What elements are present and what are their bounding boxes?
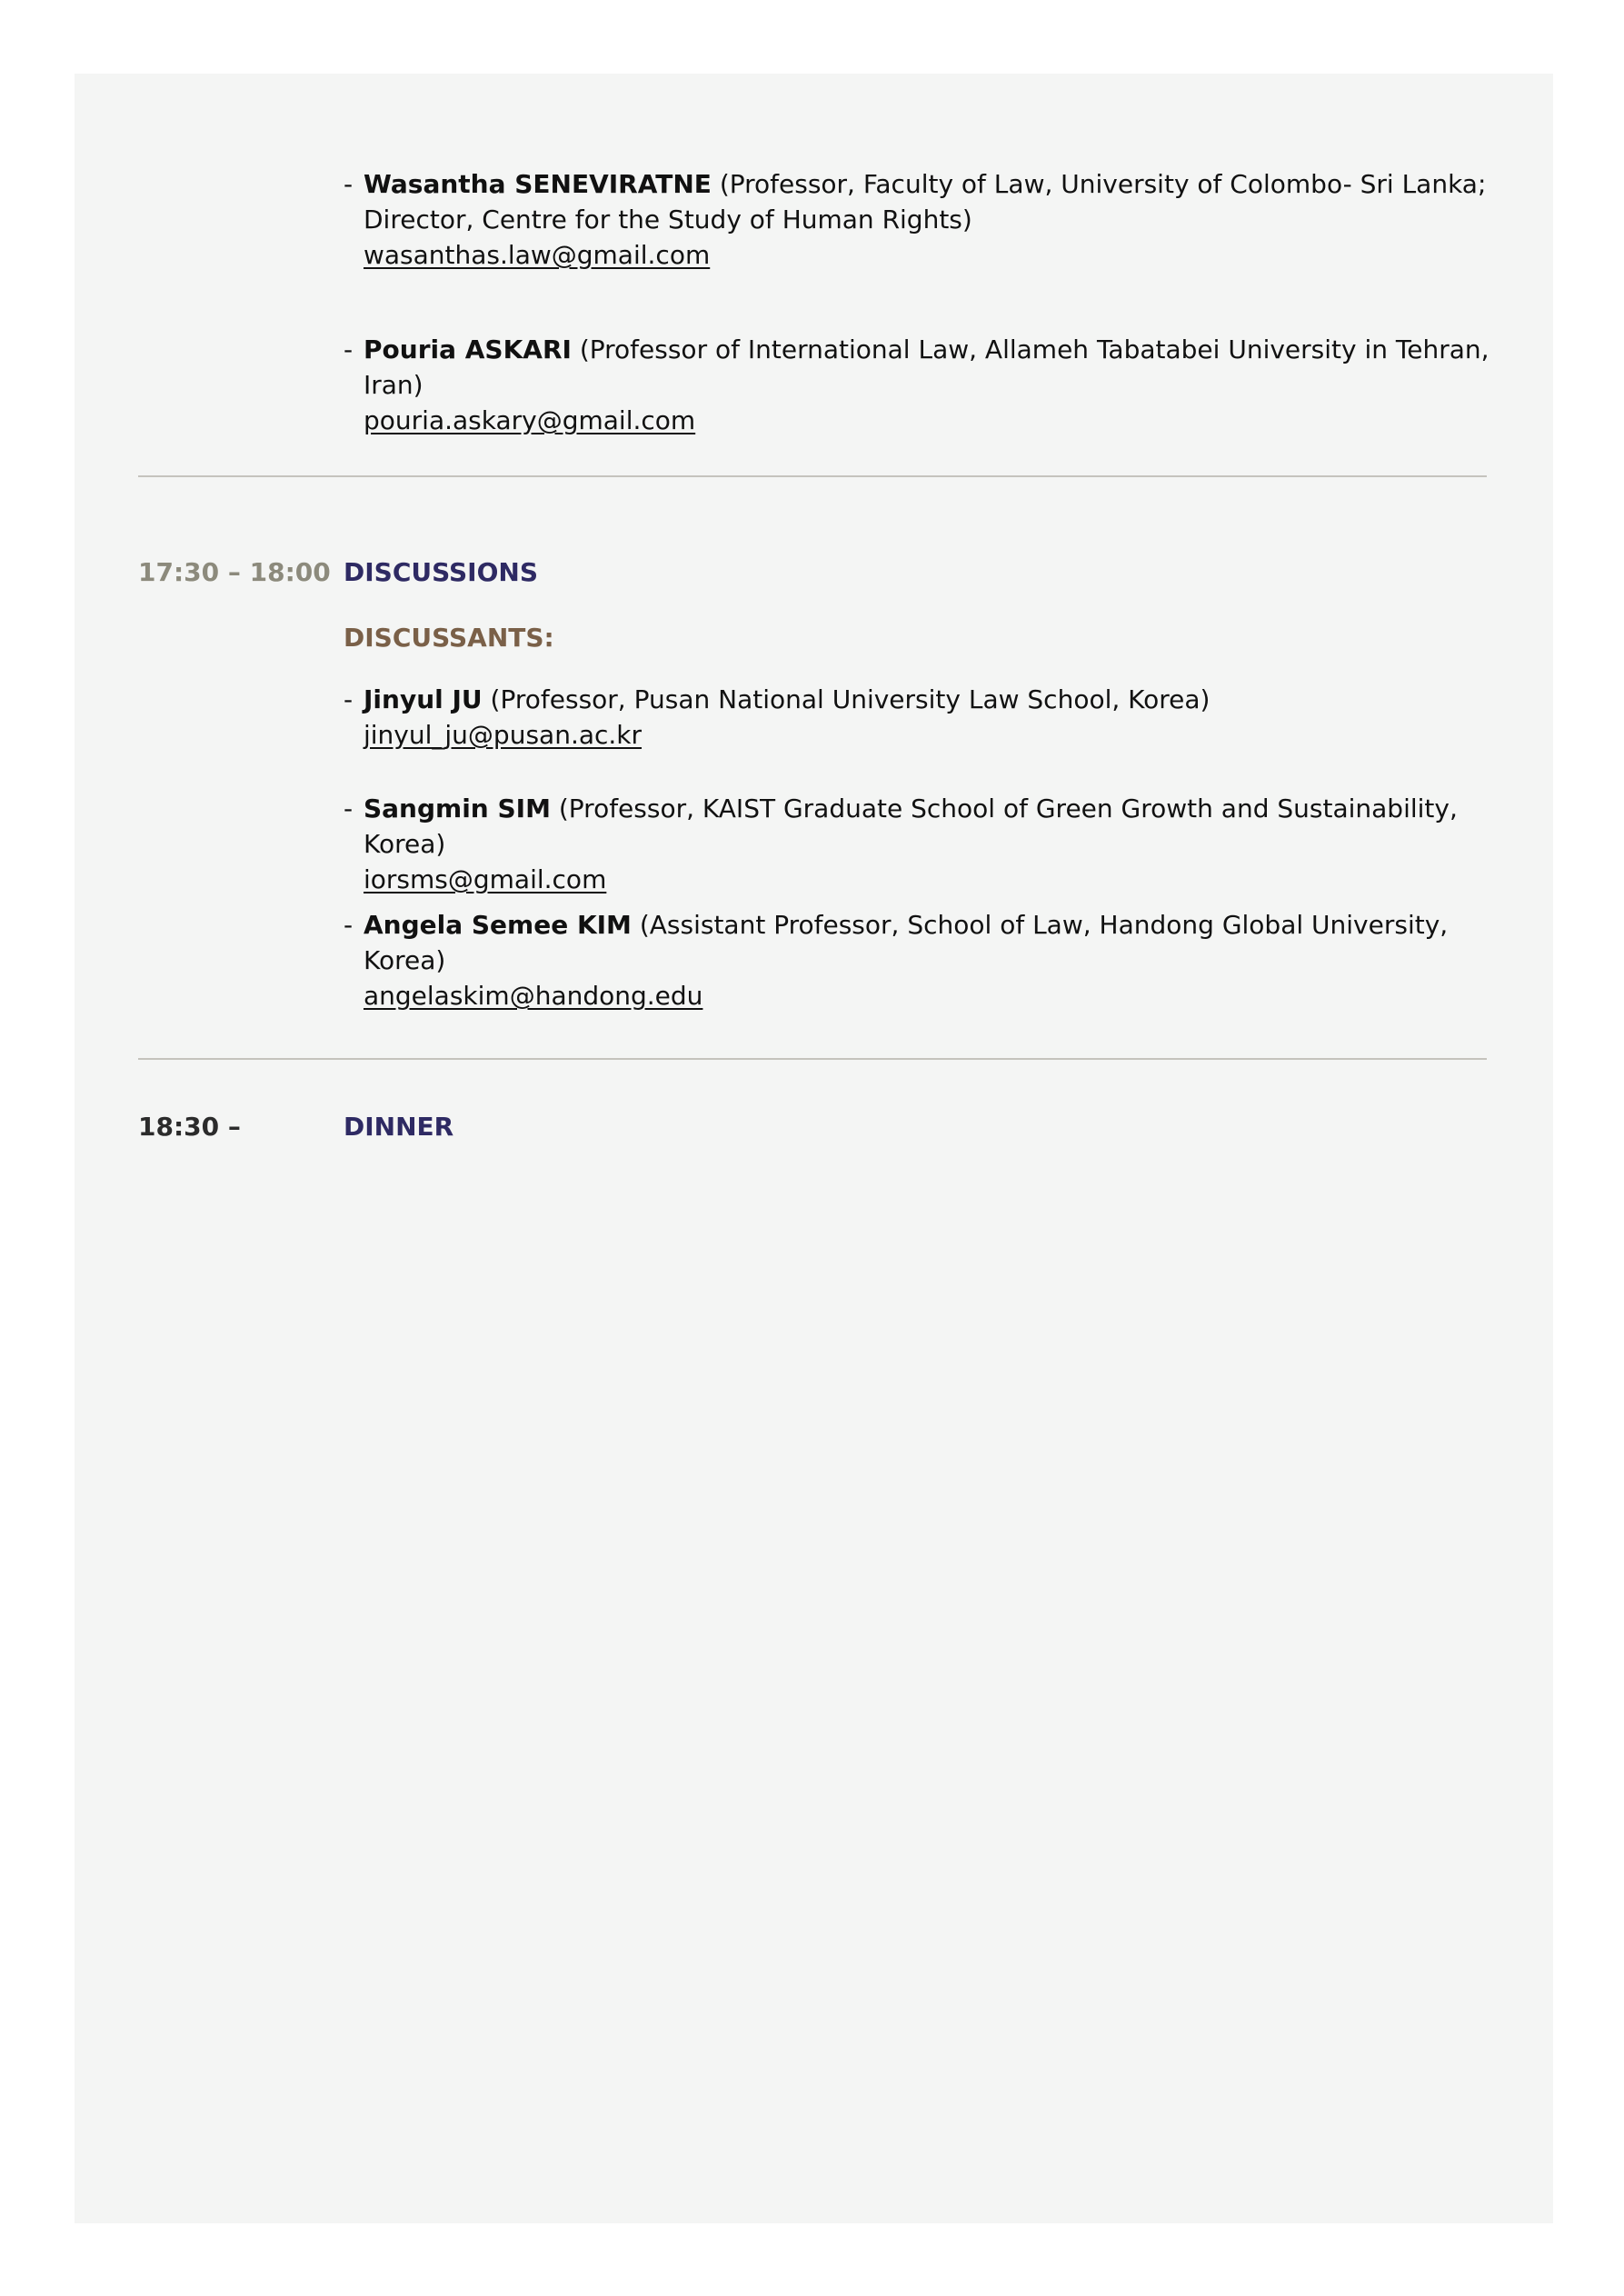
list-bullet: -: [344, 910, 354, 940]
session-title: DISCUSSIONS: [344, 557, 539, 587]
discussant-entry: [344, 682, 1507, 753]
speaker-name: Pouria ASKARI: [364, 334, 572, 364]
speaker-entry: [344, 166, 1507, 273]
speaker-affiliation: (Professor of International Law, Allameh Tabatabei University in Tehran, Iran): [364, 334, 1489, 400]
email-link[interactable]: pouria.askary@gmail.com: [364, 405, 696, 435]
discussant-name: Jinyul JU: [364, 684, 483, 714]
discussant-name: Angela Semee KIM: [364, 910, 632, 940]
speaker-name: Wasantha SENEVIRATNE: [364, 169, 712, 199]
email-link[interactable]: angelaskim@handong.edu: [364, 981, 703, 1011]
list-bullet: -: [344, 794, 354, 824]
session-time: 17:30 – 18:00: [138, 557, 331, 587]
discussants-heading: DISCUSSANTS:: [344, 623, 554, 653]
program-page: [75, 74, 1553, 2223]
discussant-affiliation: (Professor, KAIST Graduate School of Green Growth and Sustainability, Korea): [364, 794, 1458, 859]
list-bullet: -: [344, 169, 354, 199]
speaker-affiliation-continued: Director, Centre for the Study of Human Rights): [364, 205, 972, 235]
section-divider: [138, 475, 1487, 477]
discussant-entry: [344, 907, 1507, 1013]
discussant-name: Sangmin SIM: [364, 794, 551, 824]
discussant-entry: [344, 791, 1507, 897]
email-link[interactable]: wasanthas.law@gmail.com: [364, 240, 711, 270]
session-time: 18:30 –: [138, 1112, 241, 1142]
section-divider: [138, 1058, 1487, 1060]
email-link[interactable]: jinyul_ju@pusan.ac.kr: [364, 720, 643, 750]
email-link[interactable]: iorsms@gmail.com: [364, 864, 607, 894]
list-bullet: -: [344, 334, 354, 364]
session-title: DINNER: [344, 1112, 454, 1142]
discussant-affiliation: (Professor, Pusan National University Law School, Korea): [490, 684, 1211, 714]
discussant-affiliation: (Assistant Professor, School of Law, Handong Global University, Korea): [364, 910, 1449, 975]
list-bullet: -: [344, 684, 354, 714]
speaker-entry: [344, 332, 1507, 438]
speaker-affiliation: (Professor, Faculty of Law, University of Colombo- Sri Lanka;: [719, 169, 1487, 199]
